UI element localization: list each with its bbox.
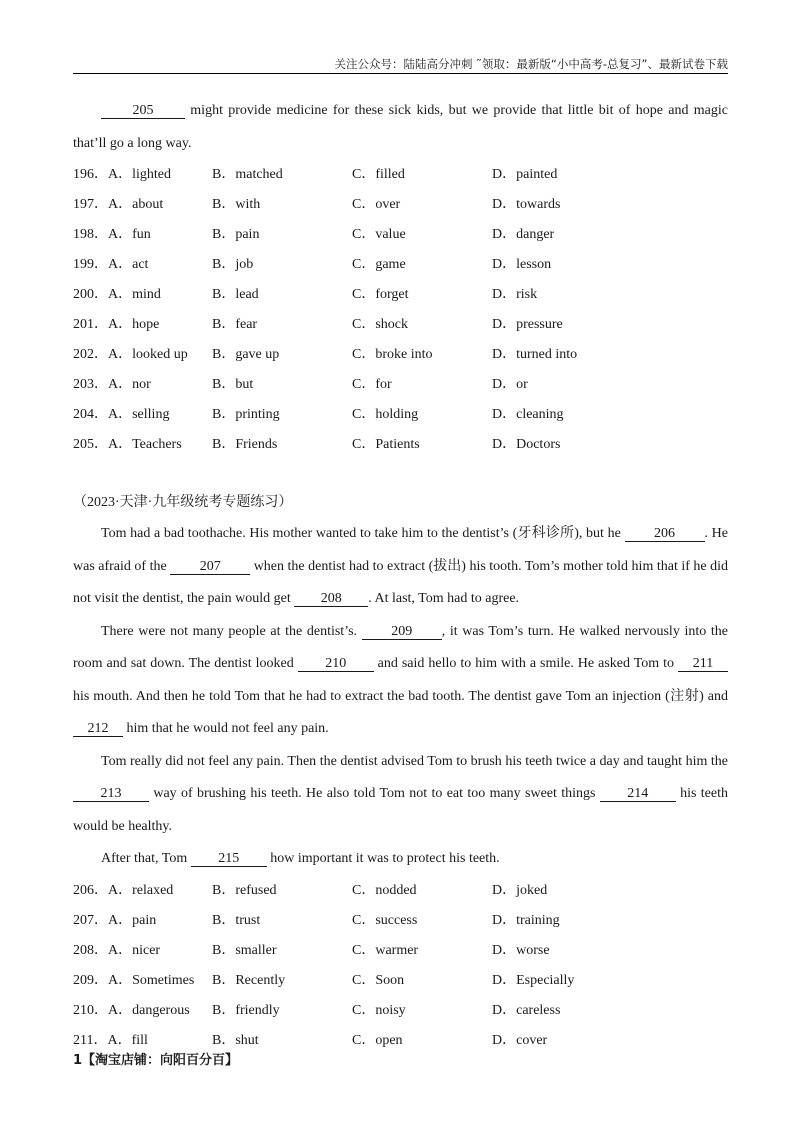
question-number: 210． (73, 1002, 108, 1018)
option-c: C．Soon (352, 972, 405, 988)
option-c: C．filled (352, 167, 405, 182)
page-footer: 1【淘宝店铺：向阳百分百】 (73, 1053, 239, 1068)
option-c: C．holding (352, 407, 419, 422)
option-c: C．nodded (352, 882, 417, 898)
option-c: C．warmer (352, 942, 419, 958)
option-a: A．about (108, 197, 164, 212)
option-b: B．Friends (212, 437, 278, 452)
source-note: （2023·天津·九年级统考专题练习） (73, 495, 293, 510)
option-a: A．fill (107, 1032, 148, 1048)
question-row (73, 280, 728, 310)
option-c: C．value (352, 227, 406, 242)
option-a: A．act (108, 257, 149, 272)
question-row (73, 996, 728, 1026)
option-b: B．printing (212, 407, 280, 422)
question-number: 196． (73, 167, 108, 182)
question-row (73, 906, 728, 936)
option-c: C．open (352, 1032, 403, 1048)
option-d: D．cleaning (492, 407, 564, 422)
question-row (73, 250, 728, 280)
option-a: A．pain (108, 912, 157, 928)
option-c: C．forget (352, 287, 409, 302)
option-c: C．success (352, 912, 418, 928)
blank-213: 213 (73, 786, 149, 802)
option-a: A．mind (108, 287, 161, 302)
option-b: B．matched (212, 167, 283, 182)
blank-209: 209 (362, 624, 442, 640)
option-b: B．pain (212, 227, 260, 242)
option-d: D．cover (492, 1032, 548, 1048)
question-list-206-211 (73, 876, 728, 1056)
question-row (73, 310, 728, 340)
option-c: C．for (352, 377, 392, 392)
option-b: B．with (212, 197, 261, 212)
question-number: 207． (73, 912, 108, 928)
option-b: B．gave up (212, 347, 280, 362)
question-number: 204． (73, 407, 108, 422)
question-number: 202． (73, 347, 108, 362)
blank-210: 210 (298, 656, 374, 672)
option-a: A．looked up (108, 347, 188, 362)
blank-214: 214 (600, 786, 676, 802)
option-d: D．careless (492, 1002, 561, 1018)
question-number: 203． (73, 377, 108, 392)
option-b: B．trust (212, 912, 261, 928)
question-row (73, 160, 728, 190)
blank-206: 206 (625, 526, 705, 542)
option-b: B．Recently (212, 972, 286, 988)
question-row (73, 220, 728, 250)
blank-212: 212 (73, 721, 123, 737)
option-d: D．Doctors (492, 437, 561, 452)
question-row (73, 400, 728, 430)
option-b: B．job (212, 257, 254, 272)
question-row (73, 936, 728, 966)
option-d: D．training (492, 912, 560, 928)
question-number: 197． (73, 197, 108, 212)
option-d: D．pressure (492, 317, 563, 332)
option-c: C．over (352, 197, 401, 212)
option-d: D．danger (492, 227, 555, 242)
passage1-text: might provide medicine for these sick kids, but we provide that little bit of hope and magic that’ll go a long way. (73, 103, 728, 151)
passage1-ending (73, 95, 728, 160)
question-row (73, 190, 728, 220)
option-c: C．broke into (352, 347, 433, 362)
option-d: D．risk (492, 287, 538, 302)
question-number: 201． (73, 317, 108, 332)
option-b: B．refused (212, 882, 277, 898)
blank-215: 215 (191, 851, 267, 867)
option-b: B．but (212, 377, 254, 392)
option-a: A．selling (108, 407, 170, 422)
question-row (73, 876, 728, 906)
option-a: A．fun (108, 227, 151, 242)
option-d: D．Especially (492, 972, 575, 988)
option-c: C．noisy (352, 1002, 406, 1018)
option-b: B．friendly (212, 1002, 280, 1018)
option-a: A．dangerous (108, 1002, 190, 1018)
blank-208: 208 (294, 591, 368, 607)
blank-211: 211 (678, 656, 728, 672)
option-c: C．game (352, 257, 406, 272)
blank-207: 207 (170, 559, 250, 575)
question-number: 209． (73, 972, 108, 988)
option-d: D．turned into (492, 347, 578, 362)
option-c: C．Patients (352, 437, 420, 452)
option-d: D．painted (492, 167, 558, 182)
passage2-paragraph-2: There were not many people at the dentist’s. 209 , it was Tom’s turn. He walked nervously into the room and sat down. The dentist looked 210 and said hello to him with a smile. He asked Tom to 211 his mouth. And then he told Tom that he had to extract the bad tooth. The dentist gave Tom an injection (注射) and 212 him that he would not feel any pain. (73, 623, 728, 736)
question-row (73, 370, 728, 400)
option-b: B．lead (212, 287, 259, 302)
question-row (73, 340, 728, 370)
worksheet-content (73, 95, 728, 1056)
question-number: 200． (73, 287, 108, 302)
blank-205: 205 (101, 103, 185, 119)
option-c: C．shock (352, 317, 408, 332)
question-number: 208． (73, 942, 108, 958)
option-d: D．lesson (492, 257, 552, 272)
option-a: A．Teachers (108, 437, 182, 452)
option-d: D．joked (492, 882, 548, 898)
option-a: A．nor (108, 377, 151, 392)
option-d: D．towards (492, 197, 561, 212)
passage2-paragraph-4: After that, Tom 215 how important it was to protect his teeth. (101, 851, 500, 866)
page-header: 关注公众号：陆陆高分冲刺 ˜领取：最新版“小中高考-总复习”、最新试卷下载 (73, 57, 728, 74)
question-row (73, 430, 728, 460)
option-b: B．fear (212, 317, 258, 332)
question-number: 205． (73, 437, 108, 452)
option-a: A．lighted (108, 167, 171, 182)
question-number: 206． (73, 882, 108, 898)
option-d: D．worse (492, 942, 550, 958)
option-a: A．Sometimes (108, 972, 195, 988)
question-number: 198． (73, 227, 108, 242)
option-a: A．hope (108, 317, 160, 332)
option-a: A．nicer (108, 942, 161, 958)
passage2-paragraph-3: Tom really did not feel any pain. Then the dentist advised Tom to brush his teeth twice a day and taught him the 213 way of brushing his teeth. He also told Tom not to eat too many sweet things 214 his teeth would be healthy. (73, 753, 728, 834)
option-b: B．shut (212, 1032, 259, 1048)
option-a: A．relaxed (108, 882, 174, 898)
question-number: 211． (73, 1032, 108, 1048)
question-list-196-205 (73, 160, 728, 460)
option-b: B．smaller (212, 942, 277, 958)
question-number: 199． (73, 257, 108, 272)
question-row (73, 966, 728, 996)
option-d: D．or (492, 377, 528, 392)
passage2-paragraph-1: Tom had a bad toothache. His mother wanted to take him to the dentist’s (牙科诊所), but he 206 . He was afraid of the 207 when the dentist had to extract (拔出) his tooth. Tom’s mother told him that if he did not visit the dentist, the pain would get 208 . At last, Tom had to agree. (73, 526, 728, 606)
